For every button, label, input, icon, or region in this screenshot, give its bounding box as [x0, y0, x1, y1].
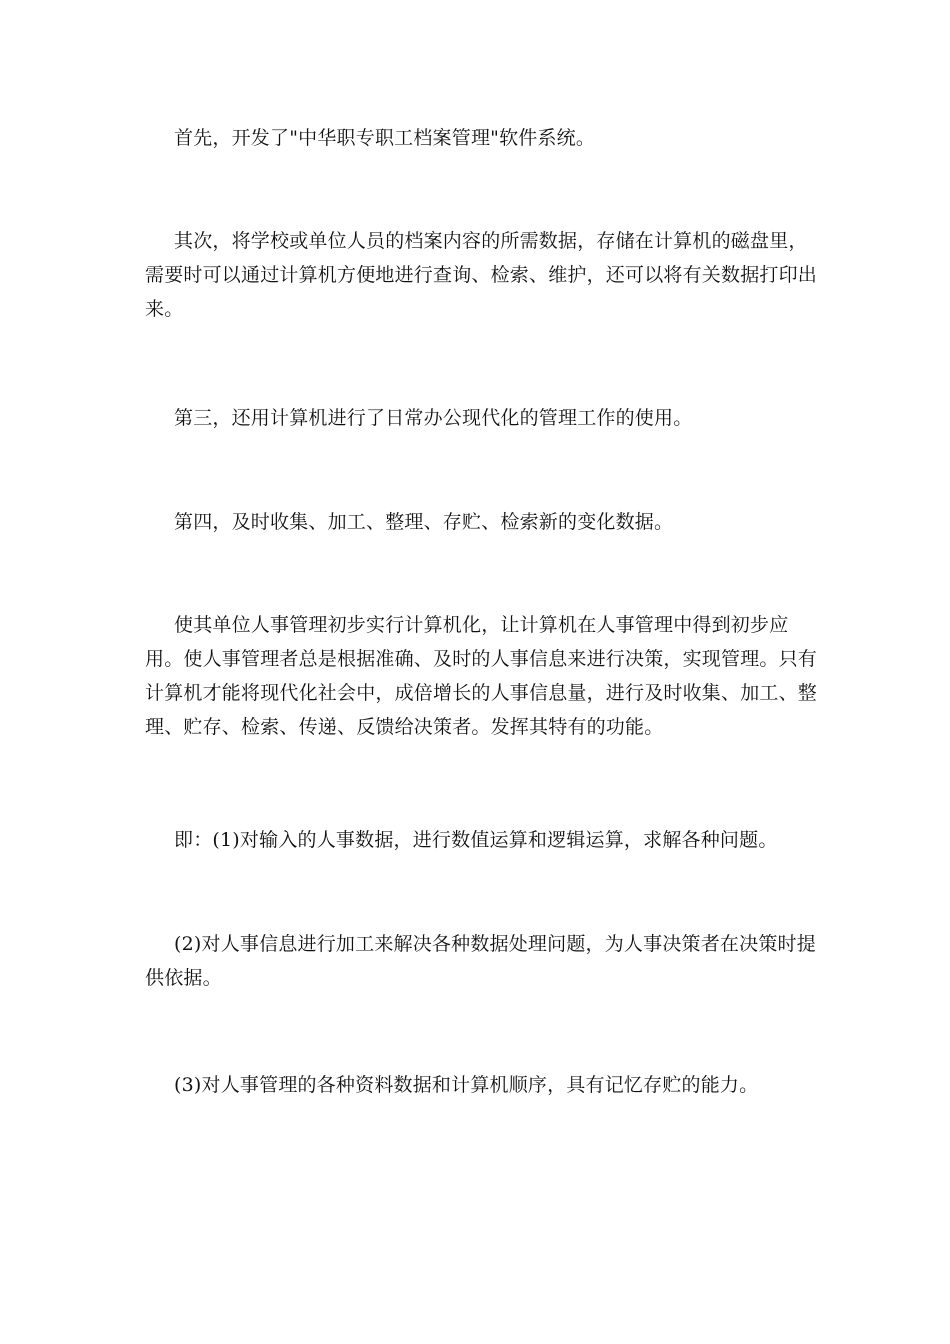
paragraph-first: 首先，开发了"中华职专职工档案管理"软件系统。	[174, 127, 596, 149]
paragraph-function-3: (3)对人事管理的各种资料数据和计算机顺序，具有记忆存贮的能力。	[174, 1074, 759, 1096]
paragraph-summary: 使其单位人事管理初步实行计算机化，让计算机在人事管理中得到初步应用。使人事管理者总是根据准确、及时的人事信息来进行决策，实现管理。只有计算机才能将现代化社会中，成倍增长的人事信息量，进行及时收集、加工、整理、贮存、检索、传递、反馈给决策者。发挥其特有的功能。	[145, 614, 818, 738]
paragraph-third: 第三，还用计算机进行了日常办公现代化的管理工作的使用。	[174, 407, 693, 429]
paragraph-function-2: (2)对人事信息进行加工来解决各种数据处理问题，为人事决策者在决策时提供依据。	[145, 933, 816, 989]
paragraph-fourth: 第四，及时收集、加工、整理、存贮、检索新的变化数据。	[174, 511, 674, 533]
paragraph-function-1: 即：(1)对输入的人事数据，进行数值运算和逻辑运算，求解各种问题。	[174, 829, 778, 851]
paragraph-second: 其次，将学校或单位人员的档案内容的所需数据，存储在计算机的磁盘里，需要时可以通过计算机方便地进行查询、检索、维护，还可以将有关数据打印出来。	[145, 230, 818, 320]
